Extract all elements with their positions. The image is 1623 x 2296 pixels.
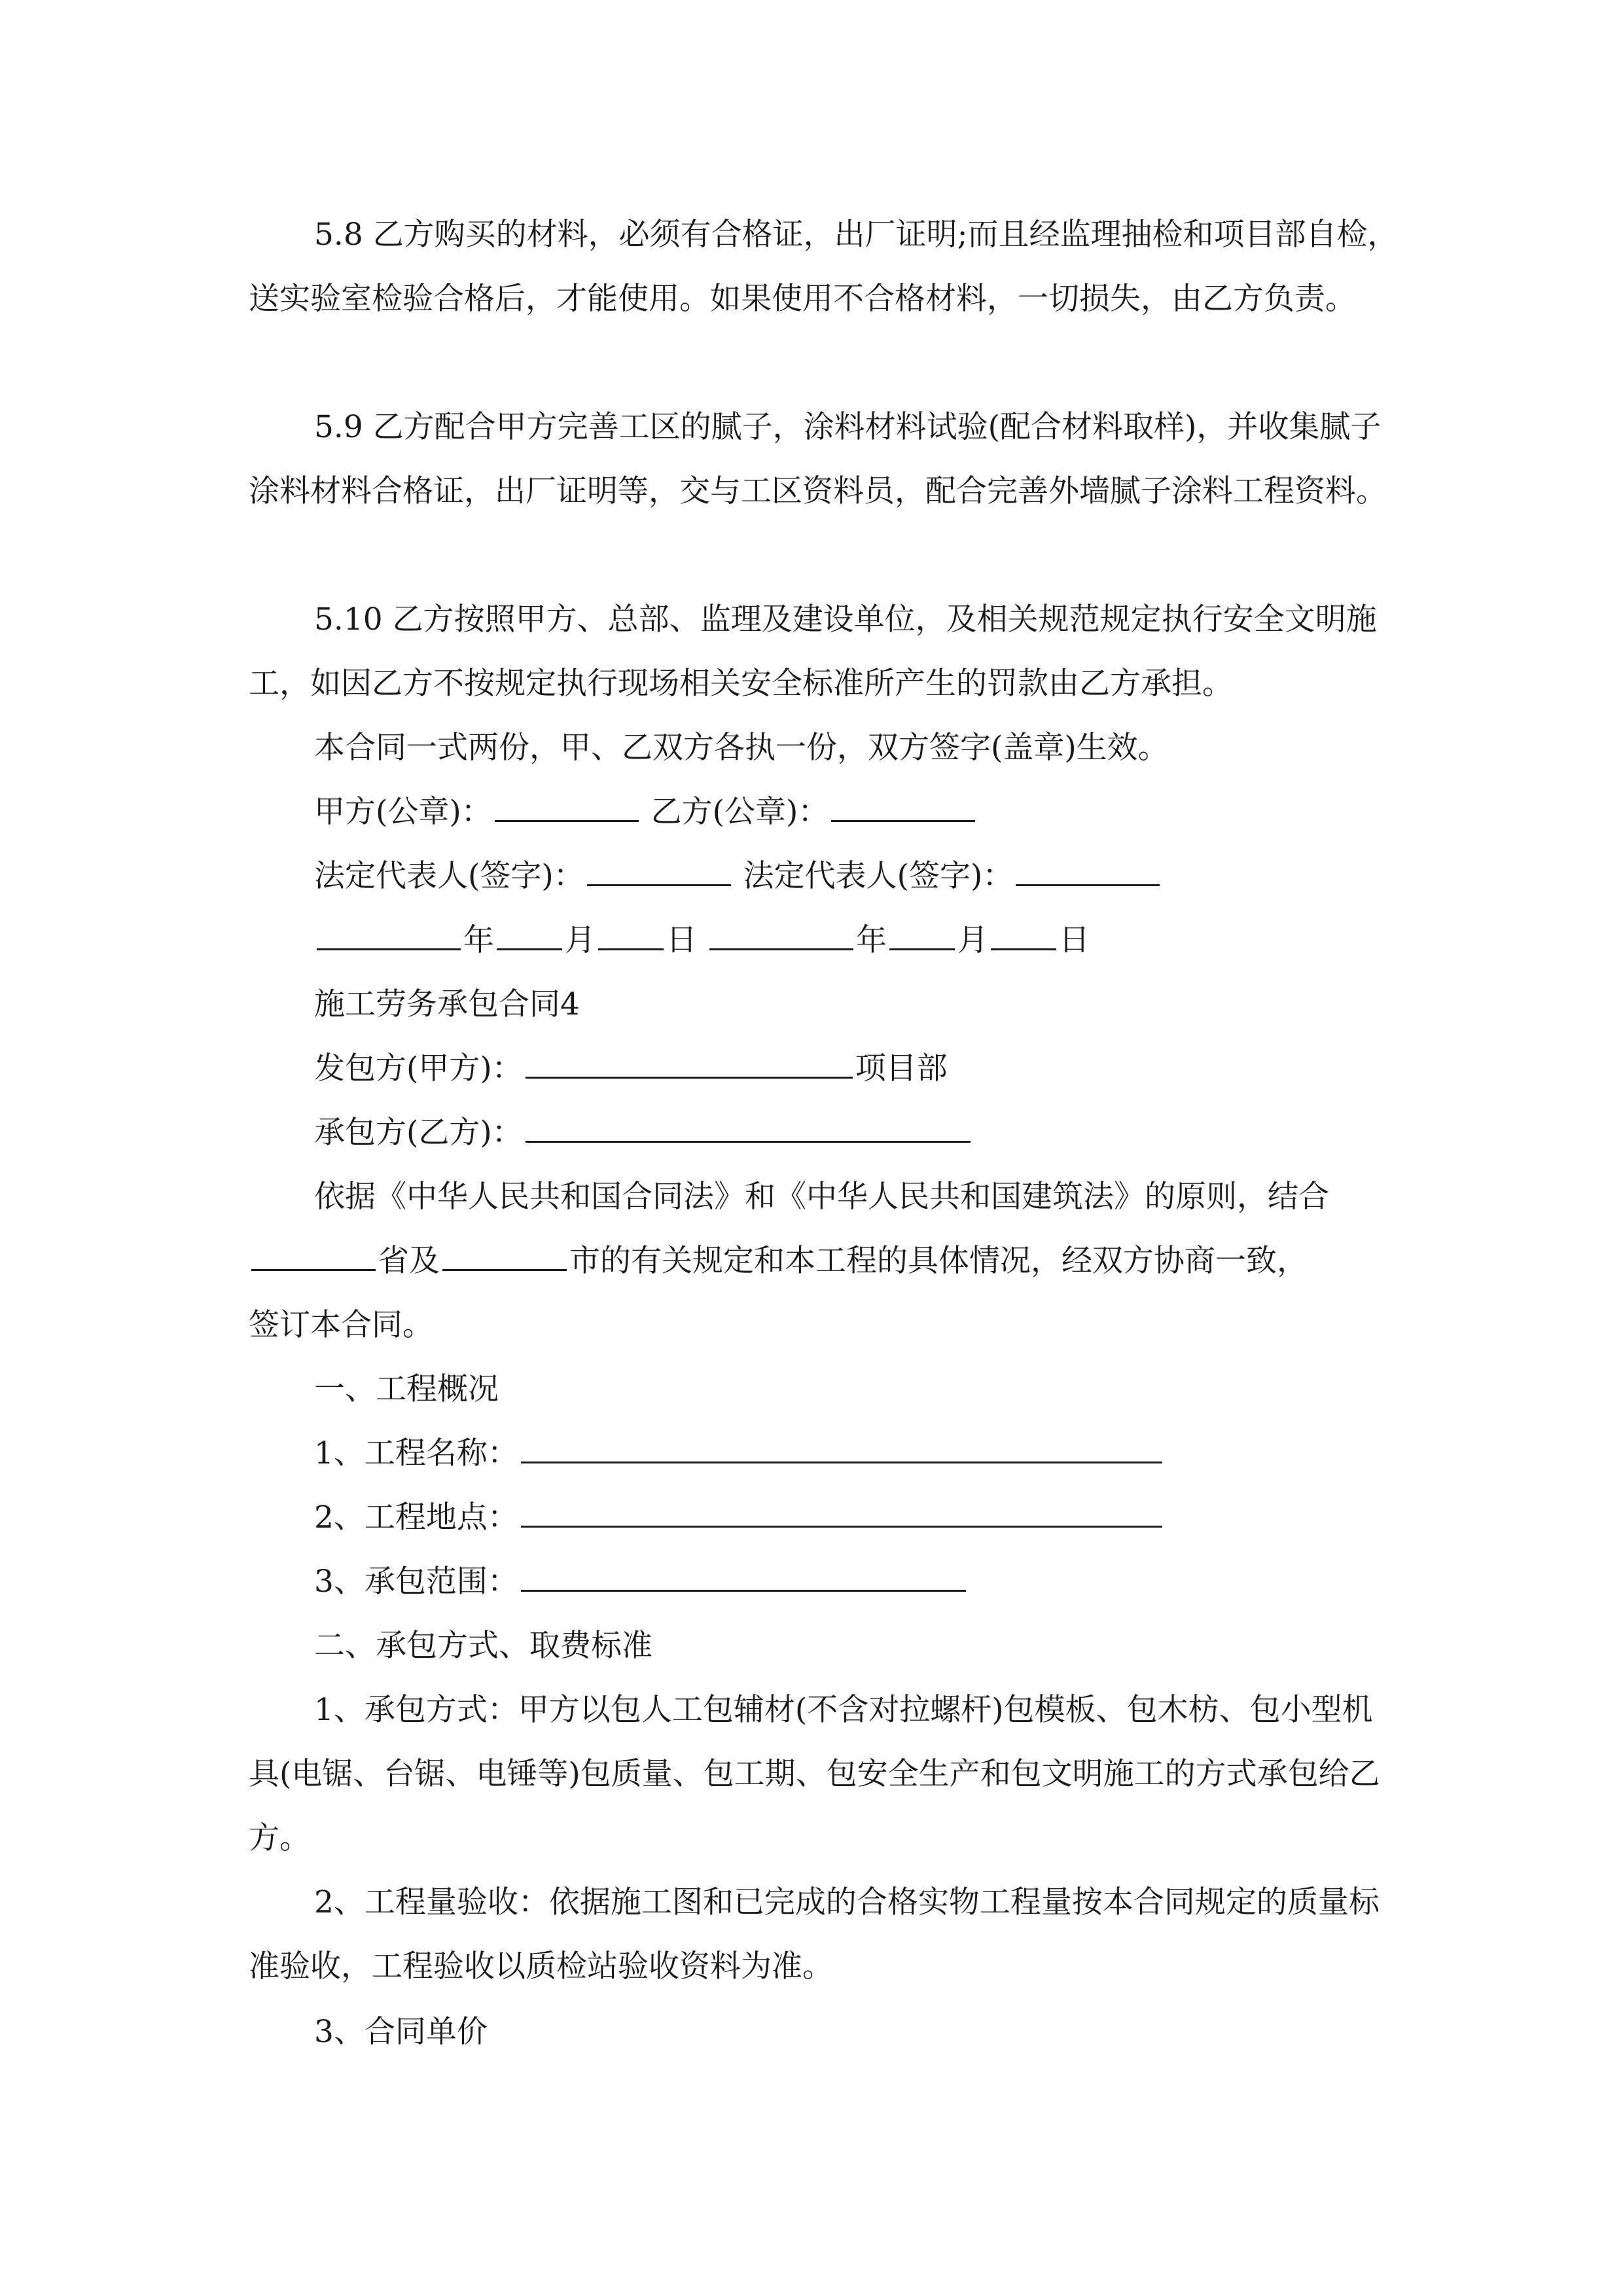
province-blank bbox=[251, 1240, 376, 1271]
year-b-label: 年 bbox=[855, 922, 887, 958]
project-location-label: 2、工程地点： bbox=[314, 1499, 518, 1535]
month-b-label: 月 bbox=[957, 922, 988, 958]
section-1-title: 一、工程概况 bbox=[314, 1371, 499, 1407]
project-location-line bbox=[314, 1486, 1165, 1550]
year-a-label: 年 bbox=[463, 922, 494, 958]
clause-5-8: 5.8 乙方购买的材料，必须有合格证，出厂证明;而且经监理抽检和项目部自检，送实验室检验合格后，才能使用。如果使用不合格材料，一切损失，由乙方负责。 bbox=[249, 217, 1399, 317]
employer-blank bbox=[526, 1047, 853, 1079]
project-location-blank bbox=[521, 1496, 1162, 1528]
copies-clause: 本合同一式两份，甲、乙双方各执一份，双方签字(盖章)生效。 bbox=[314, 730, 1169, 766]
scope-label: 3、承包范围： bbox=[314, 1564, 518, 1600]
scope-blank bbox=[521, 1560, 966, 1592]
contract-method: 1、承包方式：甲方以包人工包辅材(不含对拉螺杆)包模板、包木枋、包小型机具(电锯、台锯、电锤等)包质量、包工期、包安全生产和包文明施工的方式承包给乙方。 bbox=[249, 1692, 1380, 1856]
month-a-blank bbox=[497, 919, 562, 950]
province-label: 省及 bbox=[378, 1243, 440, 1279]
unit-price-heading: 3、合同单价 bbox=[314, 2014, 488, 2050]
rep-b-label: 法定代表人(签字)： bbox=[743, 858, 1014, 894]
rep-a-label: 法定代表人(签字)： bbox=[314, 858, 584, 894]
day-a-blank bbox=[598, 919, 664, 950]
clause-5-9: 5.9 乙方配合甲方完善工区的腻子，涂料材料试验(配合材料取样)，并收集腻子涂料材料合格证，出厂证明等，交与工区资料员，配合完善外墙腻子涂料工程资料。 bbox=[249, 409, 1387, 509]
month-b-blank bbox=[889, 919, 955, 950]
city-blank bbox=[442, 1240, 567, 1271]
contractor-blank bbox=[526, 1111, 971, 1143]
day-a-label: 日 bbox=[666, 922, 697, 958]
employer-line bbox=[314, 1037, 948, 1101]
project-name-blank bbox=[521, 1432, 1162, 1463]
basis-line-3: 签订本合同。 bbox=[249, 1307, 433, 1343]
basis-line-2 bbox=[249, 1229, 1308, 1293]
party-b-seal-blank bbox=[831, 791, 975, 822]
rep-b-blank bbox=[1016, 855, 1160, 886]
day-b-label: 日 bbox=[1058, 922, 1090, 958]
year-b-blank bbox=[709, 919, 853, 950]
section-2-title: 二、承包方式、取费标准 bbox=[314, 1628, 652, 1664]
month-a-label: 月 bbox=[565, 922, 596, 958]
party-a-seal-blank bbox=[495, 791, 639, 822]
seal-line bbox=[314, 780, 978, 844]
day-b-blank bbox=[991, 919, 1056, 950]
project-name-line bbox=[314, 1422, 1165, 1486]
scope-line bbox=[314, 1550, 969, 1614]
project-name-label: 1、工程名称： bbox=[314, 1435, 518, 1471]
contract-title: 施工劳务承包合同4 bbox=[314, 986, 580, 1022]
clause-5-10: 5.10 乙方按照甲方、总部、监理及建设单位，及相关规范规定执行安全文明施工，如因乙方不按规定执行现场相关安全标准所产生的罚款由乙方承担。 bbox=[249, 601, 1377, 702]
representative-line bbox=[314, 844, 1162, 908]
quantity-acceptance: 2、工程量验收：依据施工图和已完成的合格实物工程量按本合同规定的质量标准验收，工程验收以质检站验收资料为准。 bbox=[249, 1884, 1380, 1984]
employer-label: 发包方(甲方)： bbox=[314, 1050, 523, 1086]
date-line bbox=[314, 908, 1090, 973]
year-a-blank bbox=[317, 919, 461, 950]
contractor-label: 承包方(乙方)： bbox=[314, 1115, 523, 1151]
basis-line-1: 依据《中华人民共和国合同法》和《中华人民共和国建筑法》的原则，结合 bbox=[314, 1179, 1329, 1215]
rep-a-blank bbox=[587, 855, 731, 886]
party-a-seal-label: 甲方(公章)： bbox=[314, 794, 492, 830]
employer-suffix: 项目部 bbox=[855, 1050, 948, 1086]
contractor-line bbox=[314, 1101, 973, 1165]
city-label: 市的有关规定和本工程的具体情况，经双方协商一致， bbox=[569, 1243, 1308, 1279]
party-b-seal-label: 乙方(公章)： bbox=[651, 794, 829, 830]
